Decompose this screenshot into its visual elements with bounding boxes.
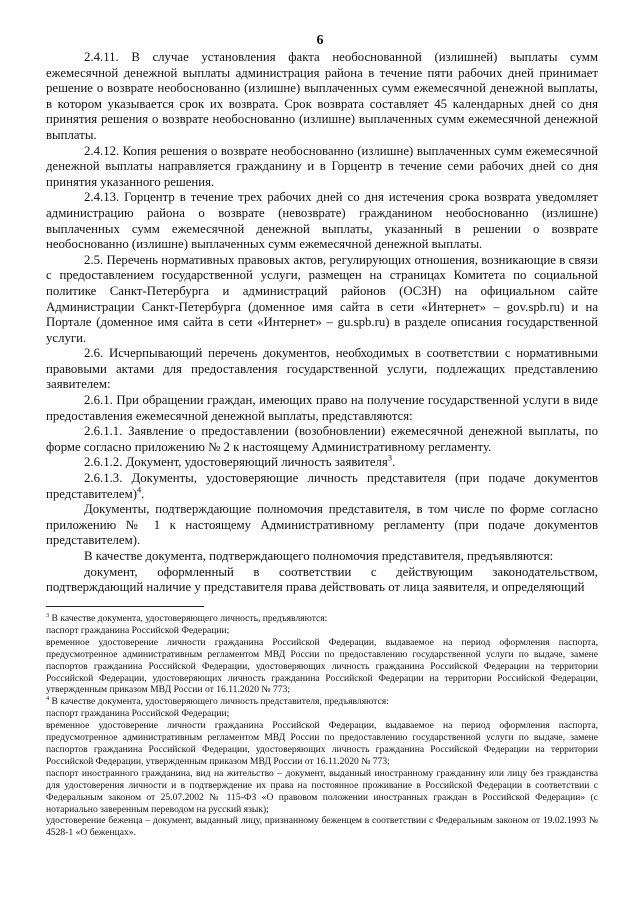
page-number: 6	[316, 33, 324, 48]
footnote-3-mark: 3	[46, 611, 50, 619]
footnote-3-title	[46, 613, 598, 625]
paragraph-2-6-1-2	[46, 455, 598, 471]
footnote-3-item: паспорт гражданина Российской Федерации;	[46, 624, 230, 636]
footnote-ref-3: 3	[387, 454, 392, 464]
footnote-4-item: удостоверение беженца – документ, выданный лицу, признанному беженцем в соответствии с Федеральным законом от 19.02.1993 № 4528-1 «О беженцах».	[46, 815, 598, 839]
paragraph-2-6: 2.6. Исчерпывающий перечень документов, необходимых в соответствии с нормативными правовыми актами для предоставления государственной услуги, подлежащих представлению заявителем:	[46, 346, 598, 392]
paragraph-2-5: 2.5. Перечень нормативных правовых актов, регулирующих отношения, возникающие в связи с предоставлением государственной услуги, размещен на страницах Комитета по социальной политике Санкт-Петербурга и администраций районов (ОСЗН) на официальном сайте Администрации Санкт-Петербурга (доменное имя сайта в сети «Интернет» – gov.spb.ru) и на Портале (доменное имя сайта в сети «Интернет» – gu.spb.ru) в разделе описания государственной услуги.	[46, 252, 598, 345]
paragraph-authority-document: документ, оформленный в соответствии с действующим законодательством, подтверждающий наличие у представителя права действовать от лица заявителя, и определяющий	[46, 564, 598, 595]
footnote-4-item: паспорт иностранного гражданина, вид на жительство – документ, выданный иностранному гражданину или лицу без гражданства для удостоверения личности и в подтверждение их права на постоянное проживание в Российской Федерации в соответствии с Федеральным законом от 25.07.2002 № 115-ФЗ «О правовом положении иностранных граждан в Российской Федерации» (с нотариально заверенным переводом на русский язык);	[46, 767, 598, 815]
footnote-4-item: паспорт гражданина Российской Федерации;	[46, 708, 230, 720]
paragraph-2-6-1-2-text: 2.6.1.2. Документ, удостоверяющий личность заявителя	[84, 455, 388, 470]
paragraph-2-6-1-3-tail: .	[141, 486, 145, 501]
paragraph-authority-presented: В качестве документа, подтверждающего полномочия представителя, предъявляются:	[84, 549, 554, 563]
paragraph-2-4-12: 2.4.12. Копия решения о возврате необоснованно (излишне) выплаченных сумм ежемесячной денежной выплаты направляется гражданину и в Горцентр в течение семи рабочих дней со дня принятия указанного решения.	[46, 143, 598, 189]
paragraph-2-4-11: 2.4.11. В случае установления факта необоснованной (излишней) выплаты сумм ежемесячной денежной выплаты администрация района в течение пяти рабочих дней принимает решение о возврате необоснованно (излишне) выплаченных сумм ежемесячной денежной выплаты, в котором указывается срок их возврата. Срок возврата составляет 45 календарных дней со дня принятия решения о возврате необоснованно (излишне) выплаченных сумм ежемесячной денежной выплаты.	[46, 50, 598, 142]
footnote-4-item: временное удостоверение личности гражданина Российской Федерации, выдаваемое на период оформления паспорта, предусмотренное административным регламентом МВД России по предоставлению государственной услуги по выдаче, замене паспортов гражданина Российской Федерации, удостоверяющих личность гражданина Российской Федерации на территории Российской Федерации, утвержденным приказом МВД России от 16.11.2020 № 773;	[46, 720, 598, 767]
main-text	[46, 50, 598, 596]
paragraph-2-4-13: 2.4.13. Горцентр в течение трех рабочих дней со дня истечения срока возврата уведомляет администрацию района о возврате (невозврате) гражданином необоснованно (излишне) выплаченных сумм ежемесячной денежной выплаты, указанный в решении о возврате необоснованно (излишне) выплаченных сумм ежемесячной денежной выплаты.	[46, 190, 598, 252]
footnote-4-title	[46, 696, 598, 708]
footnote-3-item: временное удостоверение личности гражданина Российской Федерации, выдаваемое на период оформления паспорта, предусмотренное административным регламентом МВД России по предоставлению государственной услуги по выдаче, замене паспортов гражданина Российской Федерации, удостоверяющих личность гражданина Российской Федерации на территории Российской Федерации, удостоверяющих личность гражданина Российской Федерации на территории Российской Федерации, утвержденным приказом МВД России от 16.11.2020 № 773;	[46, 636, 598, 696]
footnote-ref-4: 4	[136, 485, 142, 495]
paragraph-2-6-1: 2.6.1. При обращении граждан, имеющих право на получение государственной услуги в виде предоставления ежемесячной денежной выплаты, представляются:	[46, 393, 598, 423]
paragraph-2-6-1-3-text: 2.6.1.3. Документы, удостоверяющие личность представителя (при подаче документов представителем)	[46, 471, 598, 501]
footnote-3-title-text: В качестве документа, удостоверяющего личность, предъявляются:	[51, 613, 328, 624]
footnotes	[46, 613, 598, 839]
footnote-4-title-text: В качестве документа, удостоверяющего личность представителя, предъявляются:	[51, 696, 389, 708]
paragraph-2-6-1-1: 2.6.1.1. Заявление о предоставлении (возобновлении) ежемесячной денежной выплаты, по форме согласно приложению № 2 к настоящему Административному регламенту.	[46, 424, 598, 454]
footnote-separator	[46, 606, 204, 607]
footnote-4-mark: 4	[46, 695, 50, 703]
paragraph-2-6-1-3	[46, 471, 598, 502]
paragraph-authority-documents: Документы, подтверждающие полномочия представителя, в том числе по форме согласно приложению № 1 к настоящему Административному регламенту (при подаче документов представителем).	[46, 502, 598, 548]
paragraph-2-6-1-2-tail: .	[391, 455, 396, 470]
